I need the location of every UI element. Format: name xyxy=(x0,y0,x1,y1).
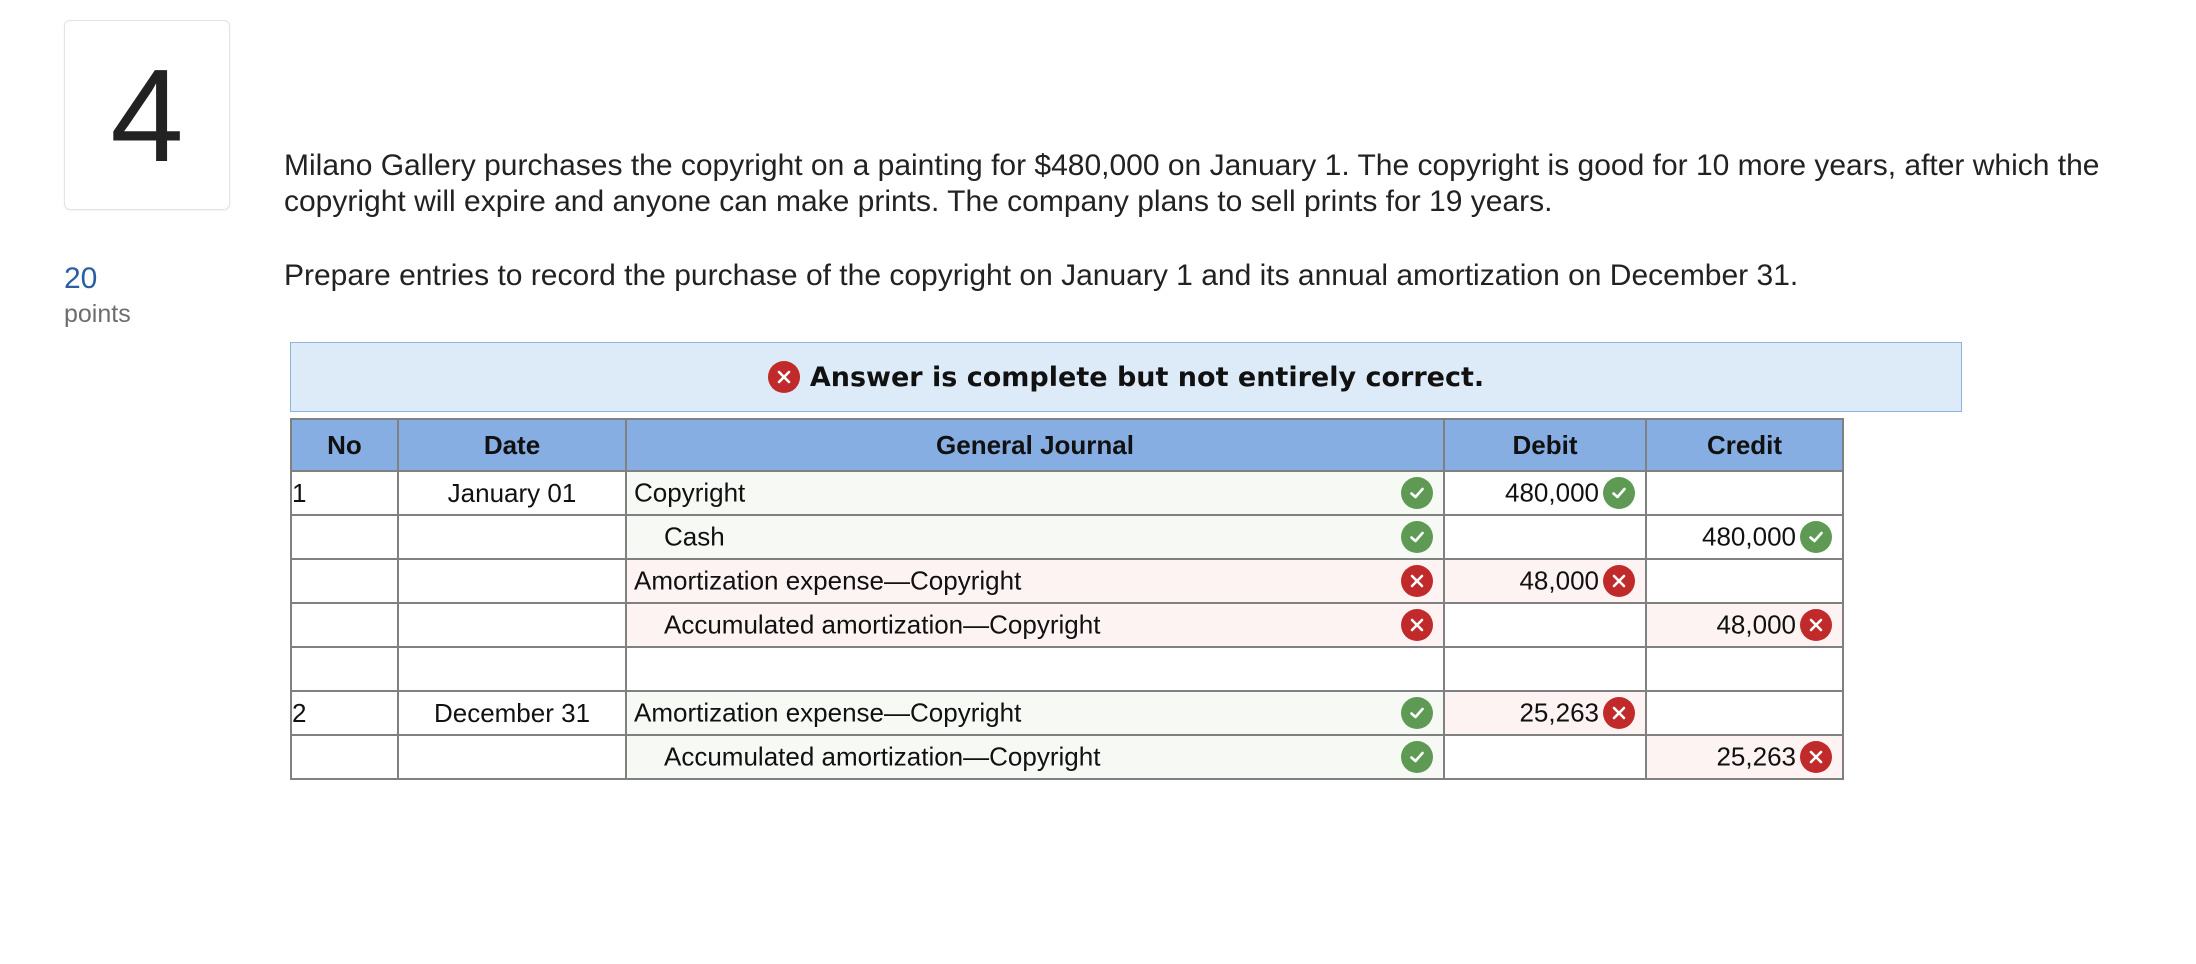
account-name: Amortization expense—Copyright xyxy=(634,697,1022,728)
check-icon xyxy=(1401,521,1433,553)
date-cell[interactable] xyxy=(398,559,626,603)
cross-icon xyxy=(1401,609,1433,641)
account-name: Copyright xyxy=(634,477,746,508)
header-general-journal: General Journal xyxy=(626,419,1444,471)
credit-amount: 25,263 xyxy=(1716,741,1796,772)
debit-cell[interactable] xyxy=(1444,735,1646,779)
question-text: Milano Gallery purchases the copyright on a painting for $480,000 on January 1. The copyright is good for 10 more years, after which the copyright will expire and anyone can make prints. The company plans to sell prints for 19 years. xyxy=(284,149,2100,218)
date-cell[interactable]: January 01 xyxy=(398,471,626,515)
cross-icon xyxy=(1603,565,1635,597)
entry-number-cell xyxy=(291,735,398,779)
account-cell[interactable] xyxy=(626,647,1444,691)
header-credit: Credit xyxy=(1646,419,1843,471)
table-header-row xyxy=(291,419,1843,471)
date-cell[interactable] xyxy=(398,647,626,691)
date-cell[interactable]: December 31 xyxy=(398,691,626,735)
result-banner-text: Answer is complete but not entirely correct. xyxy=(809,361,1485,393)
check-icon xyxy=(1603,477,1635,509)
question-body xyxy=(284,148,2174,294)
credit-cell[interactable] xyxy=(1646,471,1843,515)
header-date: Date xyxy=(398,419,626,471)
account-cell[interactable] xyxy=(626,735,1444,779)
cross-icon xyxy=(1800,609,1832,641)
debit-amount: 480,000 xyxy=(1505,477,1599,508)
table-row xyxy=(291,559,1843,603)
general-journal-table xyxy=(290,418,1844,780)
account-cell[interactable] xyxy=(626,471,1444,515)
question-number: 4 xyxy=(110,41,184,189)
table-row xyxy=(291,471,1843,515)
account-name: Cash xyxy=(664,521,725,552)
debit-cell[interactable] xyxy=(1444,691,1646,735)
check-icon xyxy=(1401,477,1433,509)
check-icon xyxy=(1401,697,1433,729)
credit-cell[interactable] xyxy=(1646,647,1843,691)
debit-cell[interactable] xyxy=(1444,559,1646,603)
credit-cell[interactable] xyxy=(1646,603,1843,647)
account-cell[interactable] xyxy=(626,559,1444,603)
account-cell[interactable] xyxy=(626,515,1444,559)
cross-icon xyxy=(1603,697,1635,729)
debit-amount: 48,000 xyxy=(1519,565,1599,596)
table-row xyxy=(291,603,1843,647)
cross-icon xyxy=(768,361,800,393)
debit-cell[interactable] xyxy=(1444,471,1646,515)
table-row xyxy=(291,735,1843,779)
date-cell[interactable] xyxy=(398,603,626,647)
date-cell[interactable] xyxy=(398,735,626,779)
account-name: Accumulated amortization—Copyright xyxy=(664,609,1101,640)
account-name: Amortization expense—Copyright xyxy=(634,565,1022,596)
points-value: 20 xyxy=(64,262,98,295)
debit-cell[interactable] xyxy=(1444,647,1646,691)
credit-amount: 48,000 xyxy=(1716,609,1796,640)
entry-number-cell: 1 xyxy=(291,471,398,515)
account-cell[interactable] xyxy=(626,603,1444,647)
entry-number-cell xyxy=(291,647,398,691)
entry-number-cell xyxy=(291,515,398,559)
entry-number-cell xyxy=(291,559,398,603)
question-number-box xyxy=(64,20,230,210)
credit-cell[interactable] xyxy=(1646,515,1843,559)
debit-cell[interactable] xyxy=(1444,515,1646,559)
debit-cell[interactable] xyxy=(1444,603,1646,647)
credit-amount: 480,000 xyxy=(1702,521,1796,552)
credit-cell[interactable] xyxy=(1646,691,1843,735)
question-instruction: Prepare entries to record the purchase of the copyright on January 1 and its annual amortization on December 31. xyxy=(284,259,1799,292)
table-row xyxy=(291,691,1843,735)
debit-amount: 25,263 xyxy=(1519,697,1599,728)
credit-cell[interactable] xyxy=(1646,735,1843,779)
date-cell[interactable] xyxy=(398,515,626,559)
account-name: Accumulated amortization—Copyright xyxy=(664,741,1101,772)
table-row xyxy=(291,647,1843,691)
table-row xyxy=(291,515,1843,559)
entry-number-cell xyxy=(291,603,398,647)
cross-icon xyxy=(1800,741,1832,773)
check-icon xyxy=(1800,521,1832,553)
cross-icon xyxy=(1401,565,1433,597)
account-cell[interactable] xyxy=(626,691,1444,735)
header-no: No xyxy=(291,419,398,471)
result-banner xyxy=(290,342,1962,412)
check-icon xyxy=(1401,741,1433,773)
credit-cell[interactable] xyxy=(1646,559,1843,603)
entry-number-cell: 2 xyxy=(291,691,398,735)
header-debit: Debit xyxy=(1444,419,1646,471)
points-label: points xyxy=(64,300,131,328)
